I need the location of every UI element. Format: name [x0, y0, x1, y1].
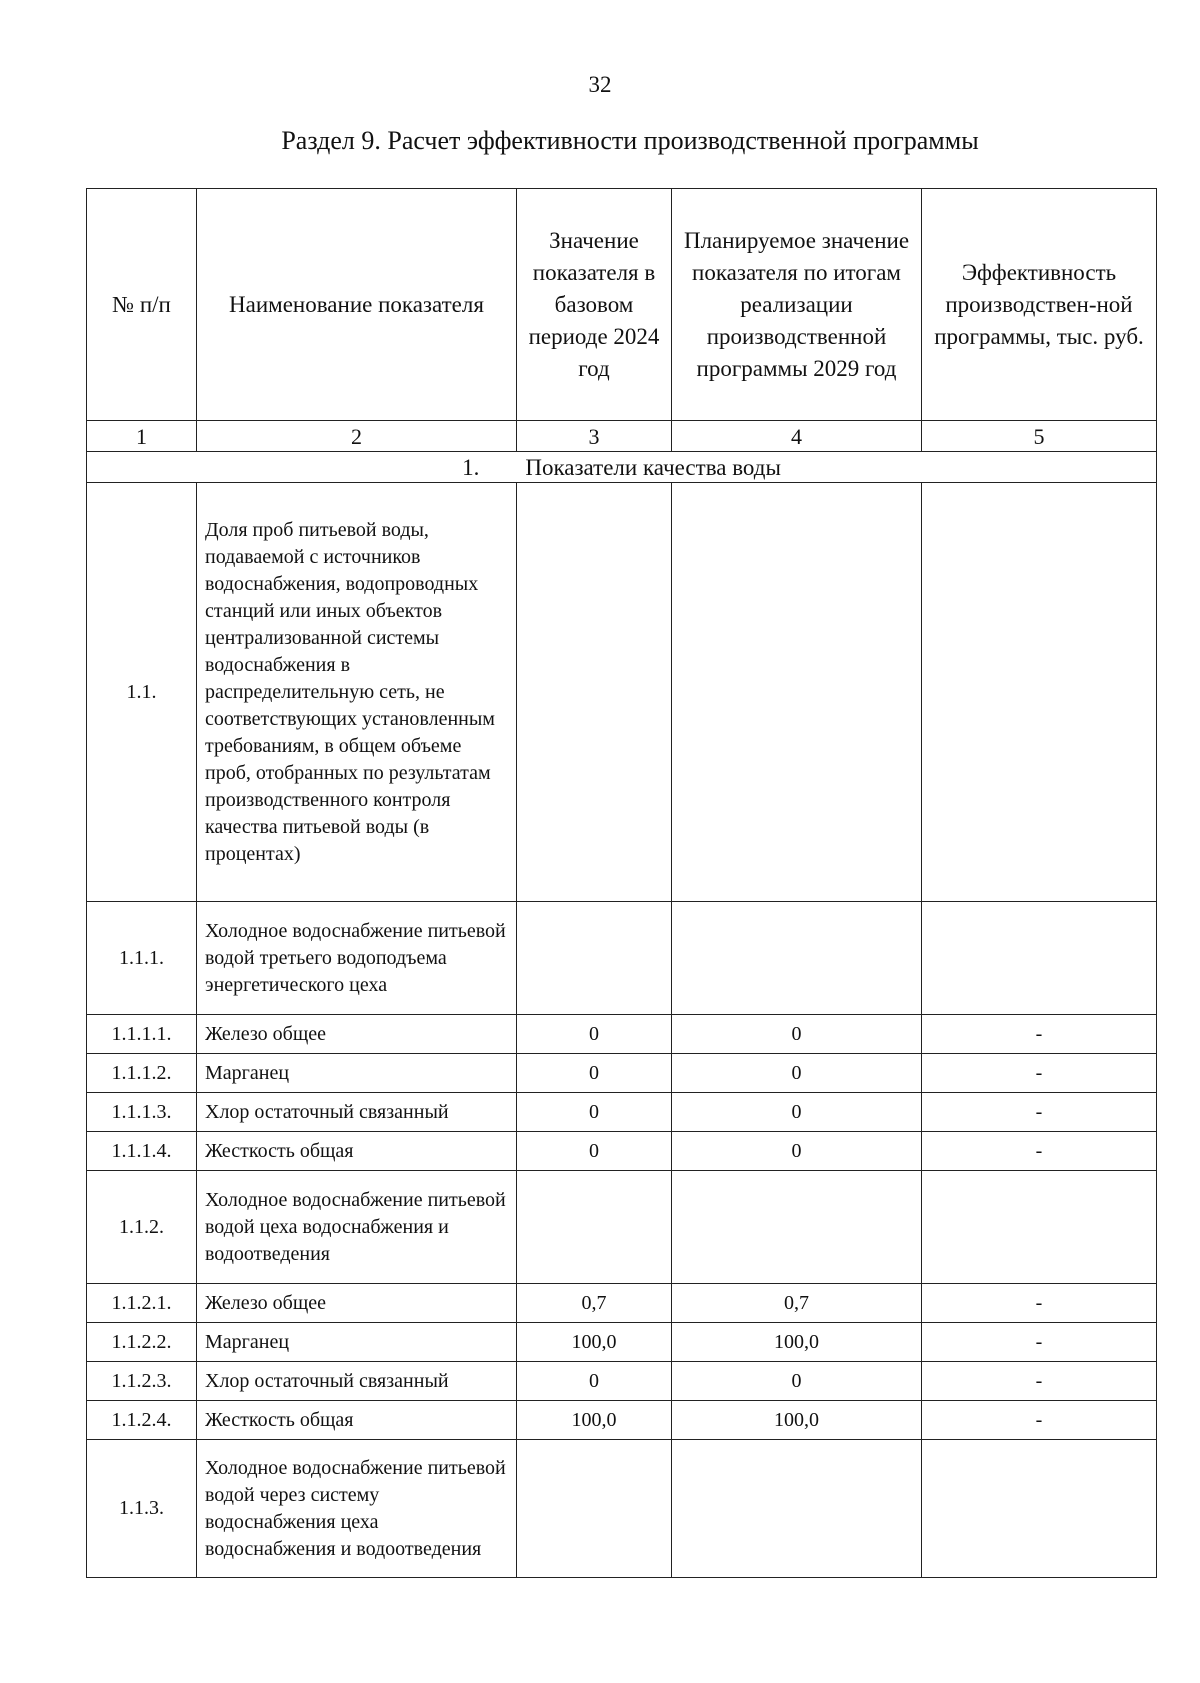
row-indicator-name: Хлор остаточный связанный — [197, 1362, 517, 1401]
row-indicator-name: Жесткость общая — [197, 1132, 517, 1171]
row-efficiency: - — [922, 1284, 1157, 1323]
column-number: 4 — [672, 421, 922, 452]
row-number: 1.1.1.2. — [87, 1054, 197, 1093]
row-efficiency — [922, 1440, 1157, 1578]
row-indicator-name: Хлор остаточный связанный — [197, 1093, 517, 1132]
row-indicator-name: Холодное водоснабжение питьевой водой третьего водоподъема энергетического цеха — [197, 902, 517, 1015]
column-number: 3 — [517, 421, 672, 452]
section-row — [87, 452, 1157, 483]
row-efficiency: - — [922, 1323, 1157, 1362]
column-number: 1 — [87, 421, 197, 452]
row-number: 1.1.1. — [87, 902, 197, 1015]
column-number: 2 — [197, 421, 517, 452]
row-planned-value: 100,0 — [672, 1401, 922, 1440]
row-efficiency: - — [922, 1401, 1157, 1440]
row-number: 1.1.2.2. — [87, 1323, 197, 1362]
row-base-value — [517, 1171, 672, 1284]
row-efficiency — [922, 902, 1157, 1015]
table-row — [87, 483, 1157, 902]
section-cell — [87, 452, 1157, 483]
row-planned-value: 0 — [672, 1362, 922, 1401]
header-row — [87, 189, 1157, 421]
column-number: 5 — [922, 421, 1157, 452]
table-row — [87, 1093, 1157, 1132]
row-number: 1.1.1.4. — [87, 1132, 197, 1171]
row-base-value: 0 — [517, 1093, 672, 1132]
row-indicator-name: Марганец — [197, 1323, 517, 1362]
table-row — [87, 1132, 1157, 1171]
table-row — [87, 1284, 1157, 1323]
row-planned-value — [672, 1440, 922, 1578]
row-planned-value — [672, 483, 922, 902]
row-planned-value: 0,7 — [672, 1284, 922, 1323]
row-efficiency: - — [922, 1132, 1157, 1171]
row-efficiency: - — [922, 1015, 1157, 1054]
header-base-value: Значение показателя в базовом периоде 2024 год — [517, 189, 672, 421]
table-row — [87, 1401, 1157, 1440]
row-indicator-name: Железо общее — [197, 1015, 517, 1054]
row-number: 1.1.3. — [87, 1440, 197, 1578]
row-base-value: 100,0 — [517, 1323, 672, 1362]
row-indicator-name: Железо общее — [197, 1284, 517, 1323]
efficiency-table — [86, 188, 1157, 1578]
row-efficiency — [922, 1171, 1157, 1284]
row-number: 1.1.2.1. — [87, 1284, 197, 1323]
section-number: 1. — [462, 454, 480, 480]
row-base-value: 0 — [517, 1362, 672, 1401]
row-planned-value: 0 — [672, 1015, 922, 1054]
row-indicator-name: Марганец — [197, 1054, 517, 1093]
table-row — [87, 1171, 1157, 1284]
row-indicator-name: Доля проб питьевой воды, подаваемой с источников водоснабжения, водопроводных станций или иных объектов централизованной системы водоснабжения в распределительную сеть, не соответствующих установленным требованиям, в общем объеме проб, отобранных по результатам производственного контроля качества питьевой воды (в процентах) — [197, 483, 517, 902]
row-base-value: 0 — [517, 1132, 672, 1171]
header-planned-value: Планируемое значение показателя по итогам реализации производственной программы 2029 год — [672, 189, 922, 421]
row-planned-value: 0 — [672, 1093, 922, 1132]
page-number: 32 — [588, 72, 612, 97]
row-base-value — [517, 902, 672, 1015]
row-number: 1.1.2.3. — [87, 1362, 197, 1401]
row-indicator-name: Холодное водоснабжение питьевой водой цеха водоснабжения и водоотведения — [197, 1171, 517, 1284]
row-number: 1.1.2. — [87, 1171, 197, 1284]
row-number: 1.1.2.4. — [87, 1401, 197, 1440]
row-base-value — [517, 483, 672, 902]
section-label: Показатели качества воды — [525, 454, 781, 480]
table-row — [87, 1054, 1157, 1093]
row-efficiency: - — [922, 1362, 1157, 1401]
row-indicator-name: Жесткость общая — [197, 1401, 517, 1440]
section-title: Раздел 9. Расчет эффективности производственной программы — [281, 126, 979, 155]
row-indicator-name: Холодное водоснабжение питьевой водой через систему водоснабжения цеха водоснабжения и водоотведения — [197, 1440, 517, 1578]
row-efficiency — [922, 483, 1157, 902]
table-row — [87, 1440, 1157, 1578]
header-number: № п/п — [87, 189, 197, 421]
row-number: 1.1.1.3. — [87, 1093, 197, 1132]
row-efficiency: - — [922, 1093, 1157, 1132]
row-planned-value — [672, 1171, 922, 1284]
table-row — [87, 1362, 1157, 1401]
row-base-value — [517, 1440, 672, 1578]
header-efficiency: Эффективность производствен-ной программы, тыс. руб. — [922, 189, 1157, 421]
row-planned-value: 0 — [672, 1132, 922, 1171]
row-planned-value: 100,0 — [672, 1323, 922, 1362]
row-base-value: 0,7 — [517, 1284, 672, 1323]
row-number: 1.1.1.1. — [87, 1015, 197, 1054]
row-base-value: 0 — [517, 1054, 672, 1093]
row-planned-value: 0 — [672, 1054, 922, 1093]
row-base-value: 0 — [517, 1015, 672, 1054]
header-indicator-name: Наименование показателя — [197, 189, 517, 421]
table-row — [87, 1323, 1157, 1362]
row-efficiency: - — [922, 1054, 1157, 1093]
row-base-value: 100,0 — [517, 1401, 672, 1440]
row-planned-value — [672, 902, 922, 1015]
column-number-row — [87, 421, 1157, 452]
table-row — [87, 902, 1157, 1015]
row-number: 1.1. — [87, 483, 197, 902]
table-row — [87, 1015, 1157, 1054]
